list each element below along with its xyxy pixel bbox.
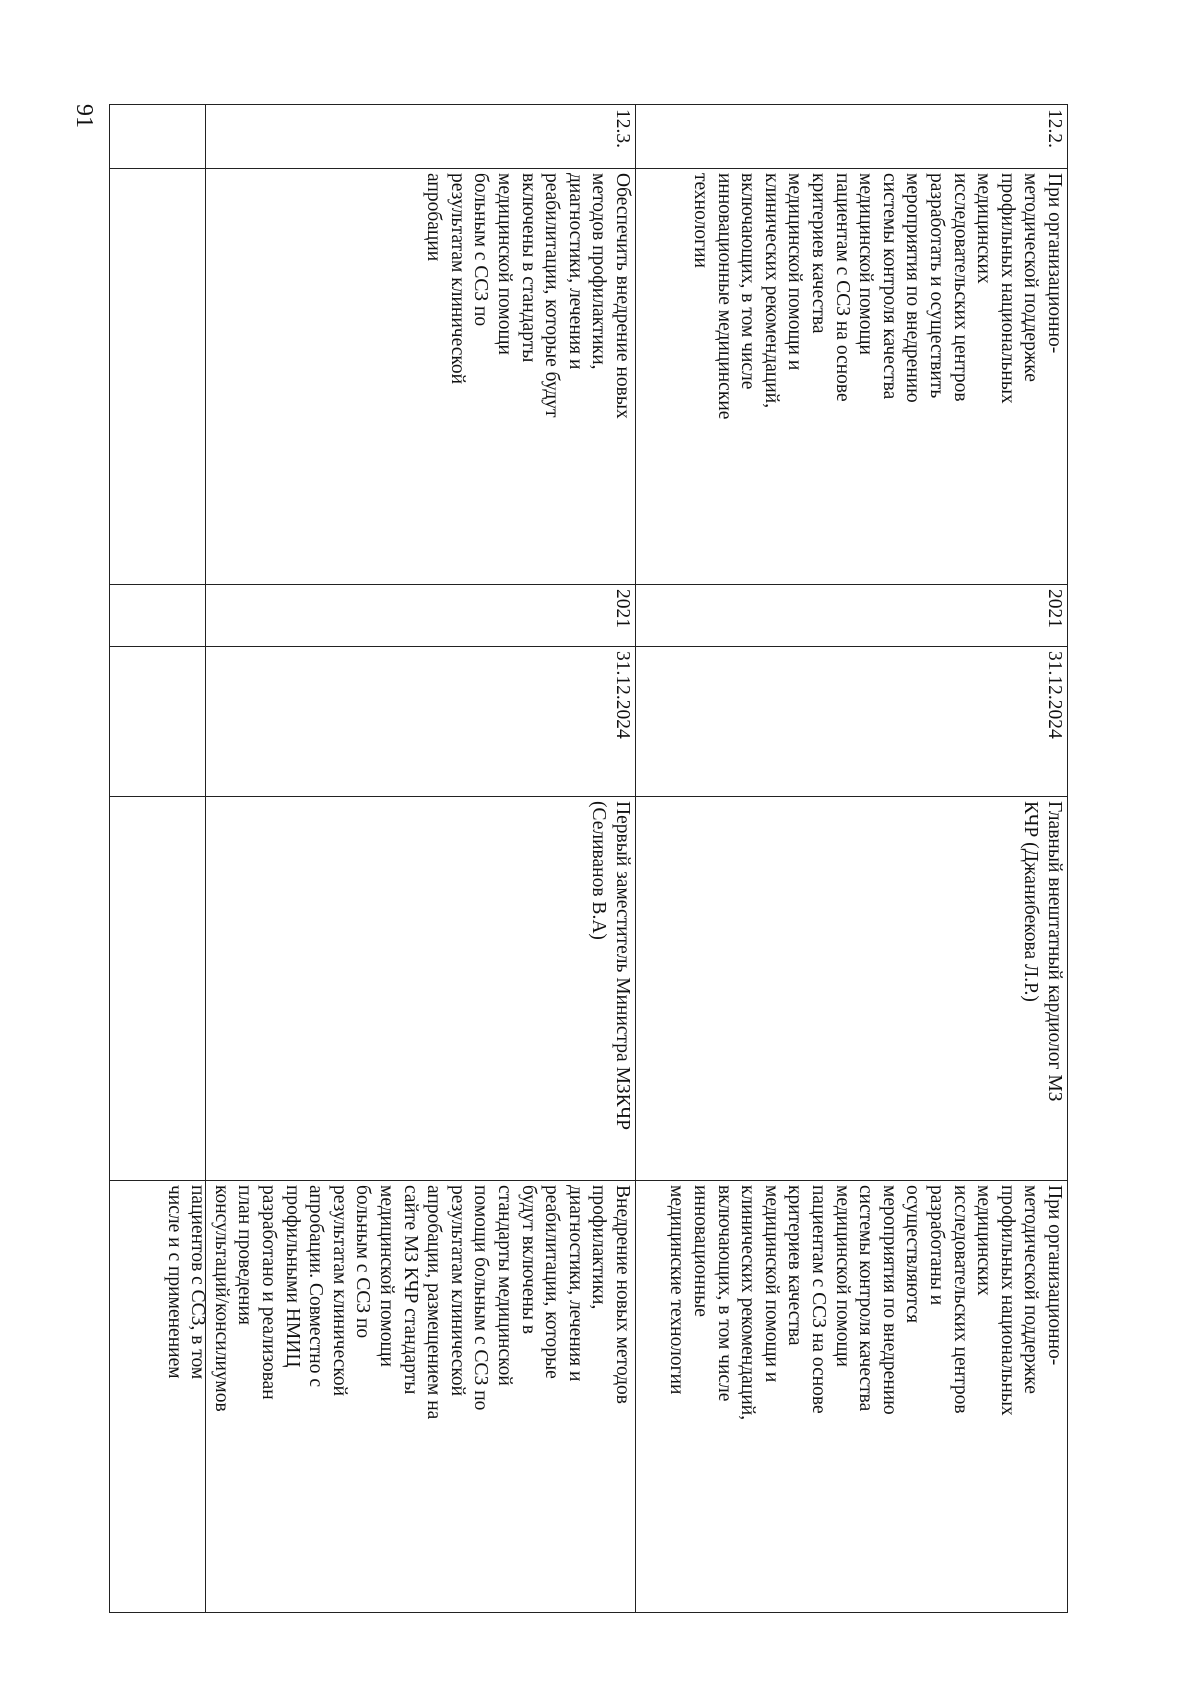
end-date: 31.12.2024 [1044,651,1065,739]
result-text: Внедрение новых методов профилактики, диагностики, лечения и реабилитации, которые будут включены в стандарты медицинской помощи больным с ССЗ по результатам клинической апробации, размещением на сайте МЗ КЧР стандарты медицинской помощи больным с ССЗ по результатам клинической апробации. Совместно с профильными НМИЦ разработано и реализован план проведения консультаций/консилиумов пациентов с ССЗ, в том числе и с применением [163,1185,633,1420]
table-row [636,105,1068,1613]
task-cell [206,169,636,585]
row-number-cell [206,105,636,169]
empty-cell [110,169,206,585]
end-date: 31.12.2024 [612,651,633,739]
start-year: 2021 [1044,589,1065,628]
empty-cell [110,797,206,1181]
start-year-cell [206,585,636,647]
rotated-table-wrapper [110,104,1068,1594]
task-text: Обеспечить внедрение новых методов профилактики, диагностики, лечения и реабилитации, которые будут включены в стандарты медицинской помощи больным с ССЗ по результатам клинической апробации [423,173,633,419]
result-cell [636,1181,1068,1613]
table-row [206,105,636,1613]
row-number: 12.2. [1044,109,1065,148]
end-date-cell [206,647,636,797]
page-number: 91 [71,104,97,128]
result-text: При организационно- методической поддержке профильных национальных медицинских исследовательских центров разработаны и осуществляются мероприятия по внедрению системы контроля качества медицинской помощи пациентам с ССЗ на основе критериев качества медицинской помощи и клинических рекомендаций, включающих, в том числе инновационные медицинские технологии [666,1185,1065,1421]
start-year-cell [636,585,1068,647]
plan-table [109,104,1068,1613]
responsible-cell [636,797,1068,1181]
responsible-cell [206,797,636,1181]
table-row-empty [110,105,206,1613]
responsible-text: Главный внештатный кардиолог МЗ КЧР (Джанибекова Л.Р.) [1020,801,1065,1102]
result-cell [163,1181,636,1613]
start-year: 2021 [612,589,633,628]
task-text: При организационно- методической поддержке профильных национальных медицинских исследовательских центров разработать и осуществить мероприятия по внедрению системы контроля качества медицинской помощи пациентам с ССЗ на основе критериев качества медицинской помощи и клинических рекомендаций, включающих, в том числе инновационные медицинские технологии [690,173,1065,420]
empty-cell [110,585,206,647]
end-date-cell [636,647,1068,797]
row-number-cell [636,105,1068,169]
row-number: 12.3. [612,109,633,148]
empty-cell [110,105,206,169]
responsible-text: Первый заместитель Министра МЗКЧР (Селиванов В.А) [588,801,633,1130]
empty-cell [110,647,206,797]
task-cell [636,169,1068,585]
